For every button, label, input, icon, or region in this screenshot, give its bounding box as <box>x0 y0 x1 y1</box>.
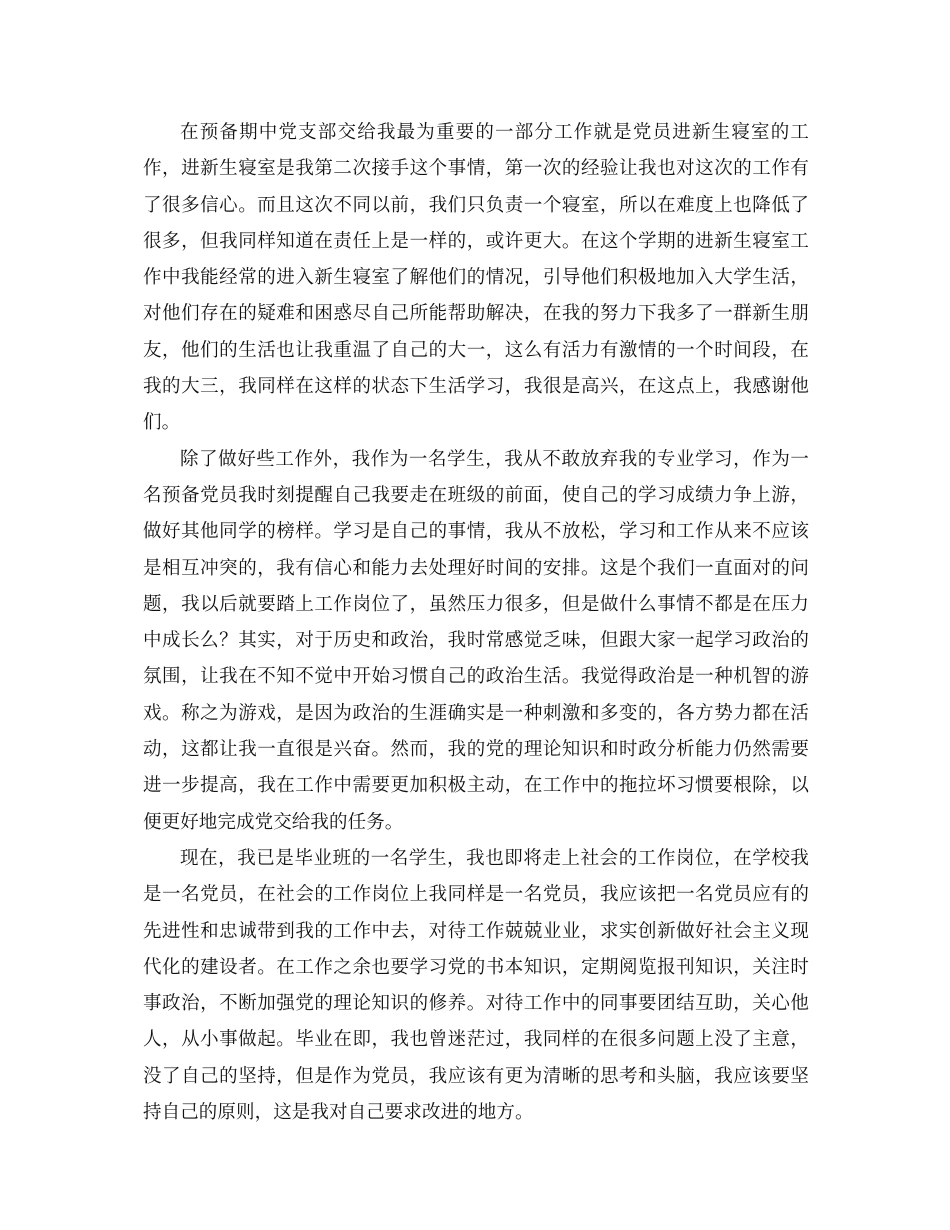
paragraph-2: 除了做好些工作外，我作为一名学生，我从不敢放弃我的专业学习，作为一名预备党员我时刻提醒自己我要走在班级的前面，使自己的学习成绩力争上游，做好其他同学的榜样。学习是自己的事情，我从不放松，学习和工作从来不应该是相互冲突的，我有信心和能力去处理好时间的安排。这是个我们一直面对的问题，我以后就要踏上工作岗位了，虽然压力很多，但是做什么事情不都是在压力中成长么？其实，对于历史和政治，我时常感觉乏味，但跟大家一起学习政治的氛围，让我在不知不觉中开始习惯自己的政治生活。我觉得政治是一种机智的游戏。称之为游戏，是因为政治的生涯确实是一种刺激和多变的，各方势力都在活动，这都让我一直很是兴奋。然而，我的党的理论知识和时政分析能力仍然需要进一步提高，我在工作中需要更加积极主动，在工作中的拖拉坏习惯要根除，以便更好地完成党交给我的任务。 <box>143 448 809 833</box>
paragraph-3: 现在，我已是毕业班的一名学生，我也即将走上社会的工作岗位，在学校我是一名党员，在社会的工作岗位上我同样是一名党员，我应该把一名党员应有的先进性和忠诚带到我的工作中去，对待工作兢兢业业，求实创新做好社会主义现代化的建设者。在工作之余也要学习党的书本知识，定期阅览报刊知识，关注时事政治，不断加强党的理论知识的修养。对待工作中的同事要团结互助，关心他人，从小事做起。毕业在即，我也曾迷茫过，我同样的在很多问题上没了主意，没了自己的坚持，但是作为党员，我应该有更为清晰的思考和头脑，我应该要坚持自己的原则，这是我对自己要求改进的地方。 <box>143 847 809 1124</box>
document-body <box>143 115 809 1131</box>
paragraph-1: 在预备期中党支部交给我最为重要的一部分工作就是党员进新生寝室的工作，进新生寝室是我第二次接手这个事情，第一次的经验让我也对这次的工作有了很多信心。而且这次不同以前，我们只负责一个寝室，所以在难度上也降低了很多，但我同样知道在责任上是一样的，或许更大。在这个学期的进新生寝室工作中我能经常的进入新生寝室了解他们的情况，引导他们积极地加入大学生活，对他们存在的疑难和困惑尽自己所能帮助解决，在我的努力下我多了一群新生朋友，他们的生活也让我重温了自己的大一，这么有活力有激情的一个时间段，在我的大三，我同样在这样的状态下生活学习，我很是高兴，在这点上，我感谢他们。 <box>143 122 809 434</box>
